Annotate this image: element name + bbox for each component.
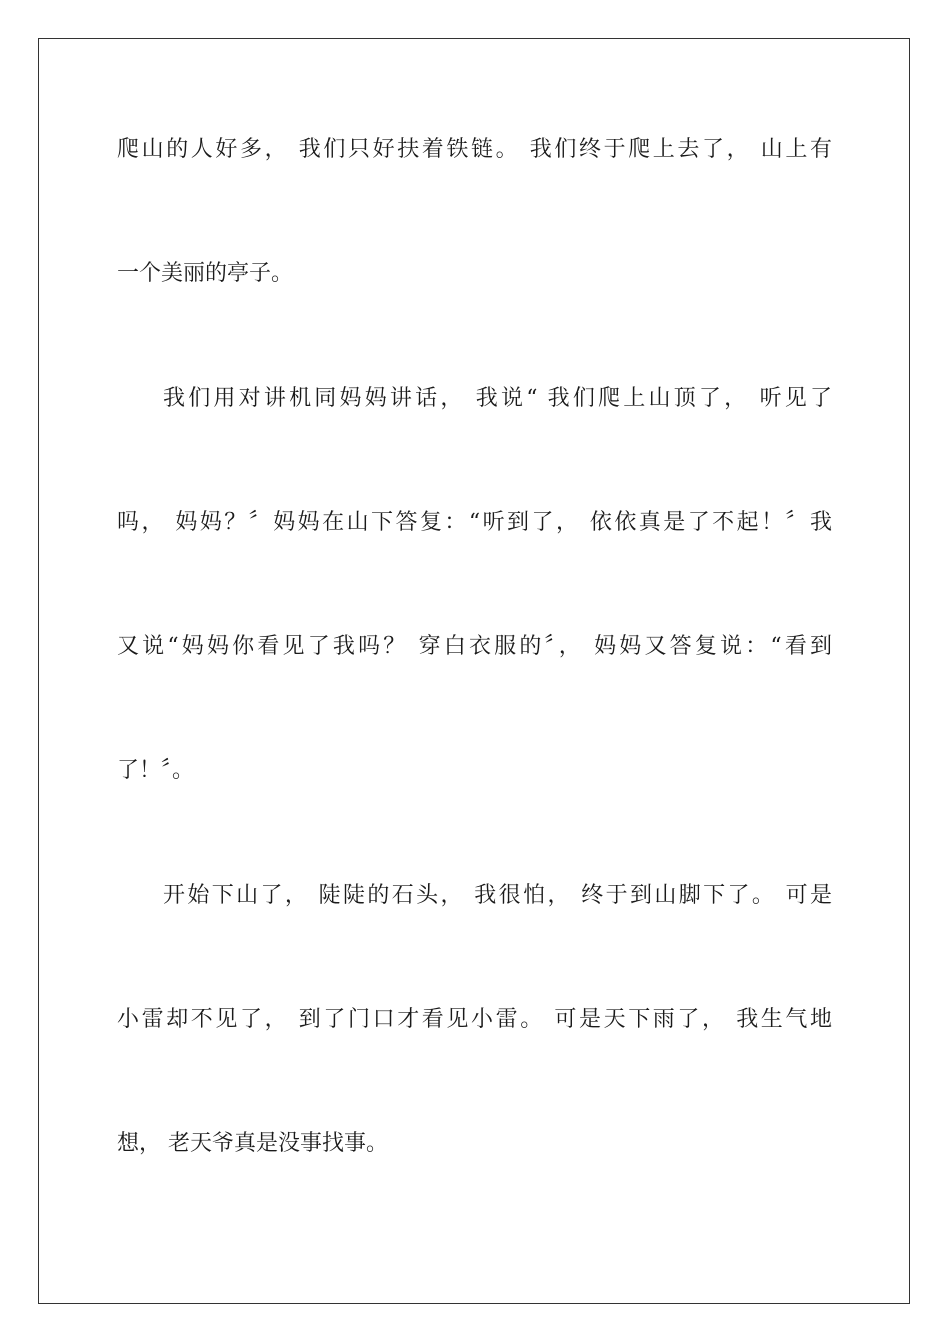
text-line: 吗， 妈妈？〞妈妈在山下答复：“听到了， 依依真是了不起！〞我: [117, 510, 832, 535]
text-line: 想， 老天爷真是没事找事。: [117, 1131, 388, 1156]
text-line: 开始下山了， 陡陡的石头， 我很怕， 终于到山脚下了。 可是: [163, 883, 832, 908]
text-line: 我们用对讲机同妈妈讲话， 我说“ 我们爬上山顶了， 听见了: [163, 386, 832, 411]
text-line: 又说“妈妈你看见了我吗？ 穿白衣服的〞， 妈妈又答复说：“看到: [117, 634, 832, 659]
text-line: 小雷却不见了， 到了门口才看见小雷。 可是天下雨了， 我生气地: [117, 1007, 832, 1032]
page-border: [38, 38, 910, 1304]
text-line: 一个美丽的亭子。: [117, 261, 294, 286]
text-line: 了！〞。: [117, 758, 195, 783]
text-line: 爬山的人好多， 我们只好扶着铁链。 我们终于爬上去了， 山上有: [117, 137, 832, 162]
